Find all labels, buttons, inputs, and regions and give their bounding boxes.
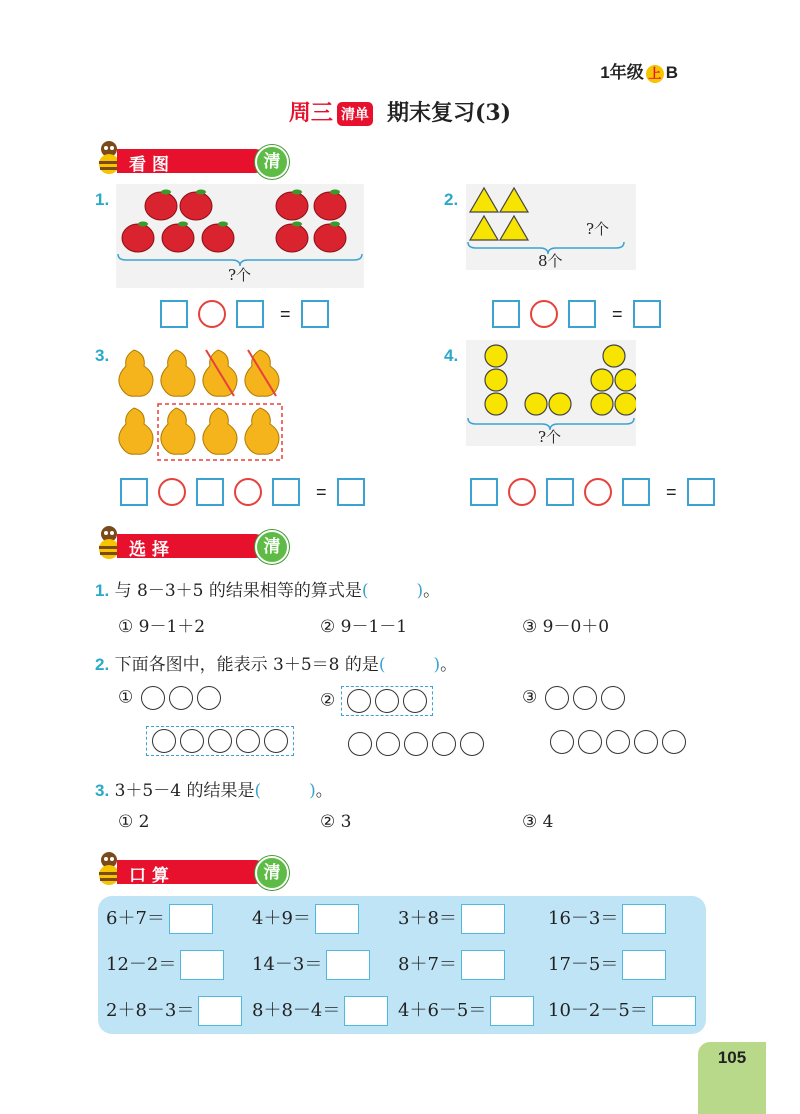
calc-item: [252, 950, 370, 980]
calc-item: [548, 996, 696, 1026]
equals-sign: =: [316, 481, 327, 502]
pears-illustration: [114, 342, 286, 464]
picture-q1-answer: [160, 300, 339, 328]
choice-q1-text: 与 8－3＋5 的结果相等的算式是: [114, 581, 362, 601]
calc-answer-box[interactable]: [198, 996, 242, 1026]
answer-box[interactable]: [546, 478, 574, 506]
dashed-group: [341, 686, 433, 716]
title-main: 期末复习(3): [386, 100, 512, 126]
choice-q2-option-3-row2: [548, 730, 688, 754]
picture-q3-image: [114, 342, 286, 464]
calc-expression: 2＋8－3＝: [106, 1000, 195, 1021]
section-label: 口算: [129, 866, 175, 886]
picture-q4-image: [466, 340, 636, 446]
calc-item: [548, 950, 666, 980]
answer-box[interactable]: [272, 478, 300, 506]
title-badge: 清单: [337, 102, 373, 126]
paren-close: ): [433, 655, 441, 675]
paren-close: ): [309, 781, 316, 801]
equals-sign: =: [666, 481, 677, 502]
paren-close: ): [416, 581, 424, 601]
picture-q2-label-bottom: 8个: [538, 252, 563, 270]
calc-item: [252, 996, 388, 1026]
circle-shape: [460, 732, 484, 756]
answer-box[interactable]: [568, 300, 596, 328]
calc-expression: 10－2－5＝: [548, 1000, 648, 1021]
answer-box[interactable]: [301, 300, 329, 328]
answer-circle[interactable]: [530, 300, 558, 328]
picture-q1-label: ?个: [228, 266, 252, 284]
circle-shape: [550, 730, 574, 754]
equals-sign: =: [280, 303, 291, 324]
circle-shape: [403, 689, 427, 713]
option-marker: ①: [118, 687, 134, 708]
calc-expression: 6＋7＝: [106, 908, 165, 929]
answer-box[interactable]: [470, 478, 498, 506]
choice-q2-text: 下面各图中，能表示 3＋5＝8 的是: [114, 655, 379, 675]
calc-answer-box[interactable]: [652, 996, 696, 1026]
calc-expression: 14－3＝: [252, 954, 323, 975]
option-marker: ②: [320, 690, 336, 711]
choice-q1: [95, 576, 440, 601]
calc-expression: 16－3＝: [548, 908, 619, 929]
period: 。: [423, 581, 441, 601]
picture-q4-number: 4.: [444, 346, 459, 365]
calc-answer-box[interactable]: [490, 996, 534, 1026]
calc-expression: 12－2＝: [106, 954, 177, 975]
circle-shape: [662, 730, 686, 754]
answer-box[interactable]: [160, 300, 188, 328]
circle-shape: [634, 730, 658, 754]
answer-box[interactable]: [633, 300, 661, 328]
answer-circle[interactable]: [508, 478, 536, 506]
calc-answer-box[interactable]: [461, 904, 505, 934]
picture-q2-image: [466, 184, 636, 270]
calc-item: [106, 904, 213, 934]
picture-q3-answer: [120, 478, 375, 506]
calc-item: [252, 904, 359, 934]
choice-q1-number: 1.: [95, 581, 110, 600]
answer-box[interactable]: [337, 478, 365, 506]
choice-q2-option-2[interactable]: [320, 686, 433, 716]
answer-box[interactable]: [236, 300, 264, 328]
title-day: 周三: [288, 100, 333, 126]
page-number: 105: [698, 1042, 766, 1114]
calc-expression: 8＋8－4＝: [252, 1000, 341, 1021]
picture-q1-image: [116, 184, 364, 288]
circle-shape: [601, 686, 625, 710]
circle-shape: [169, 686, 193, 710]
answer-box[interactable]: [492, 300, 520, 328]
answer-circle[interactable]: [584, 478, 612, 506]
calc-item: [106, 950, 224, 980]
answer-circle[interactable]: [234, 478, 262, 506]
grade-text: 1年级: [600, 63, 644, 82]
circle-shape: [208, 729, 232, 753]
choice-q3-option-3[interactable]: ③ 4: [522, 812, 554, 832]
calc-answer-box[interactable]: [315, 904, 359, 934]
circle-shape: [375, 689, 399, 713]
qing-badge: 清: [255, 530, 289, 564]
calc-answer-box[interactable]: [622, 904, 666, 934]
circle-shape: [376, 732, 400, 756]
picture-q3-number: 3.: [95, 346, 110, 365]
picture-q4-answer: [470, 478, 725, 506]
circle-shape: [606, 730, 630, 754]
calc-expression: 3＋8＝: [398, 908, 457, 929]
picture-q4-label: ?个: [538, 428, 562, 446]
calc-answer-box[interactable]: [622, 950, 666, 980]
calc-answer-box[interactable]: [461, 950, 505, 980]
section-label: 看图: [129, 155, 175, 175]
period: 。: [315, 781, 333, 801]
circle-shape: [404, 732, 428, 756]
calc-expression: 17－5＝: [548, 954, 619, 975]
answer-circle[interactable]: [198, 300, 226, 328]
calc-item: [398, 996, 534, 1026]
choice-q3-option-1[interactable]: ① 2: [118, 812, 150, 832]
circle-shape: [236, 729, 260, 753]
calc-answer-box[interactable]: [344, 996, 388, 1026]
section-header-choose: [95, 530, 295, 560]
circle-shape: [347, 689, 371, 713]
qing-badge: 清: [255, 856, 289, 890]
calc-answer-box[interactable]: [180, 950, 224, 980]
qing-badge: 清: [255, 145, 289, 179]
choice-q1-option-1[interactable]: ① 9－1＋2: [118, 617, 206, 637]
answer-box[interactable]: [120, 478, 148, 506]
choice-q2-number: 2.: [95, 655, 110, 674]
section-header-see-picture: [95, 145, 295, 175]
grade-label: [600, 58, 678, 83]
choice-q2-option-1[interactable]: [118, 686, 223, 710]
calc-expression: 8＋7＝: [398, 954, 457, 975]
choice-q1-option-3[interactable]: ③ 9－0＋0: [522, 617, 610, 637]
choice-q3-text: 3＋5－4 的结果是: [114, 781, 255, 801]
choice-q2-option-2-row2: [346, 732, 486, 756]
mental-math-panel: [98, 896, 706, 1034]
calc-expression: 4＋6－5＝: [398, 1000, 487, 1021]
circle-shape: [180, 729, 204, 753]
picture-q2-label-top: ?个: [586, 220, 610, 238]
paren-open: (: [361, 581, 369, 601]
option-marker: ③: [522, 687, 538, 708]
page-title: [0, 96, 800, 127]
answer-circle[interactable]: [158, 478, 186, 506]
section-header-mental: [95, 856, 295, 886]
calc-item: [106, 996, 242, 1026]
picture-q1-number: 1.: [95, 190, 110, 209]
picture-q2-answer: [492, 300, 671, 328]
calc-item: [398, 904, 505, 934]
paren-open: (: [378, 655, 386, 675]
circle-shape: [545, 686, 569, 710]
calc-item: [548, 904, 666, 934]
equals-sign: =: [612, 303, 623, 324]
picture-q2-number: 2.: [444, 190, 459, 209]
choice-q2-option-1-row2: [146, 726, 294, 756]
choice-q3: [95, 776, 333, 801]
choice-q3-number: 3.: [95, 781, 110, 800]
answer-box[interactable]: [622, 478, 650, 506]
calc-item: [398, 950, 505, 980]
circle-shape: [432, 732, 456, 756]
calc-expression: 4＋9＝: [252, 908, 311, 929]
calc-answer-box[interactable]: [169, 904, 213, 934]
circle-shape: [573, 686, 597, 710]
choice-q1-option-2[interactable]: ② 9－1－1: [320, 617, 408, 637]
choice-q3-option-2[interactable]: ② 3: [320, 812, 352, 832]
answer-box[interactable]: [687, 478, 715, 506]
circle-shape: [197, 686, 221, 710]
section-label: 选择: [129, 540, 175, 560]
grade-suffix: B: [665, 63, 678, 82]
circle-shape: [348, 732, 372, 756]
circle-shape: [152, 729, 176, 753]
paren-open: (: [254, 781, 262, 801]
circle-shape: [578, 730, 602, 754]
answer-box[interactable]: [196, 478, 224, 506]
circle-shape: [264, 729, 288, 753]
calc-answer-box[interactable]: [326, 950, 370, 980]
dashed-group: [146, 726, 294, 756]
choice-q2-option-3[interactable]: [522, 686, 627, 710]
grade-mark: 上: [646, 65, 664, 83]
period: 。: [440, 655, 458, 675]
circle-shape: [141, 686, 165, 710]
choice-q2: [95, 650, 457, 675]
